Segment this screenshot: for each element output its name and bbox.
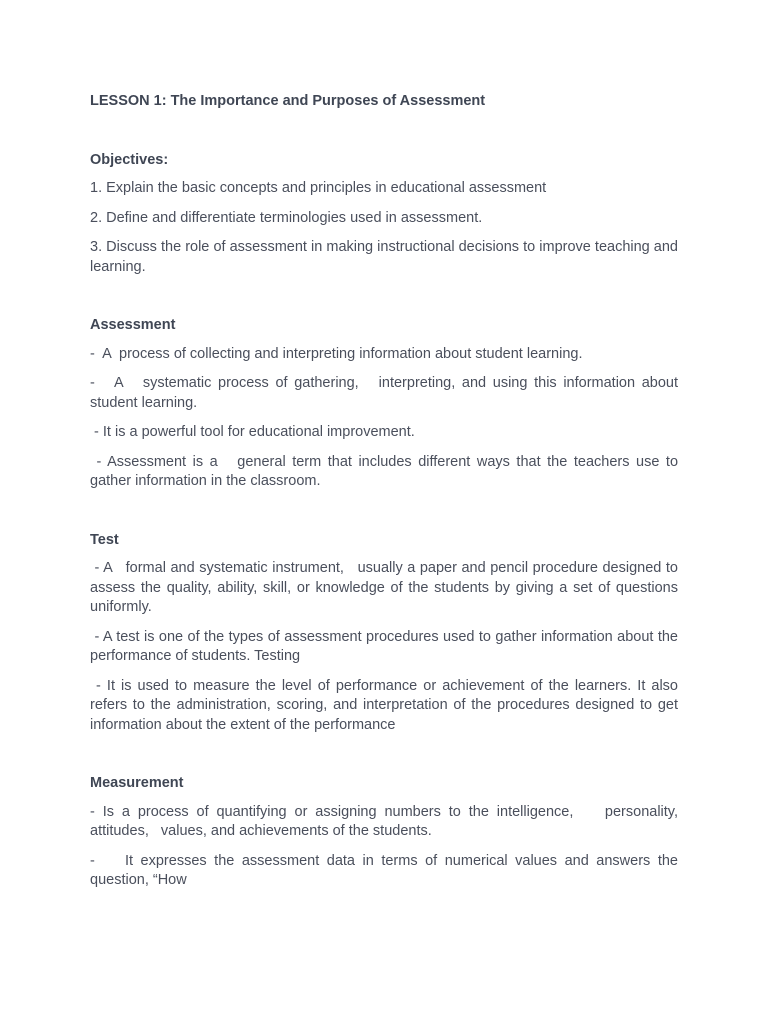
measurement-heading: Measurement [90,775,184,791]
test-point: - It is used to measure the level of performance or achievement of the learners. It also refers to the administration, scoring, and interpretation of the procedures designed to get information about the extent of the performance [90,677,683,733]
assessment-heading: Assessment [90,317,176,333]
test-point: - A formal and systematic instrument, usually a paper and pencil procedure designed to assess the quality, ability, skill, or knowledge of the students by giving a set of questions uniformly. [90,560,683,615]
assessment-point: - It is a powerful tool for educational improvement. [90,424,415,440]
measurement-point: - Is a process of quantifying or assigning numbers to the intelligence, personality, attitudes, values, and achievements of the students. [90,803,683,839]
test-heading: Test [90,531,119,548]
objective-item: 1. Explain the basic concepts and principles in educational assessment [90,180,547,196]
objective-item: 3. Discuss the role of assessment in making instructional decisions to improve teaching and learning. [90,239,683,275]
assessment-point: - A systematic process of gathering, interpreting, and using this information about student learning. [90,375,683,411]
objectives-heading: Objectives: [90,151,169,168]
assessment-point: - A process of collecting and interpreting information about student learning. [90,345,583,362]
measurement-point: - It expresses the assessment data in terms of numerical values and answers the question, “How [90,852,683,888]
test-section [90,531,683,736]
objectives-section [90,151,683,278]
objective-item: 2. Define and differentiate terminologies used in assessment. [90,209,483,226]
assessment-point: - Assessment is a general term that includes different ways that the teachers use to gather information in the classroom. [90,453,683,489]
test-point: - A test is one of the types of assessment procedures used to gather information about the performance of students. Testing [90,628,683,664]
lesson-title: LESSON 1: The Importance and Purposes of Assessment [90,93,486,109]
measurement-section [90,774,683,891]
assessment-section [90,316,683,492]
document-page [90,92,683,891]
